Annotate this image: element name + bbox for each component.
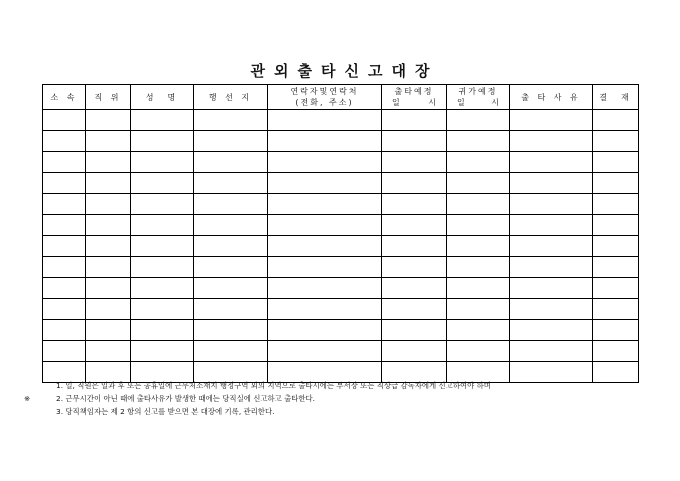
cell-dept[interactable] xyxy=(43,257,86,278)
cell-dept[interactable] xyxy=(43,299,86,320)
cell-reason[interactable] xyxy=(510,341,593,362)
cell-departure[interactable] xyxy=(382,299,447,320)
cell-position[interactable] xyxy=(86,299,131,320)
cell-dept[interactable] xyxy=(43,278,86,299)
cell-departure[interactable] xyxy=(382,194,447,215)
outing-report-table xyxy=(42,84,639,383)
table-row xyxy=(43,173,639,194)
cell-dept[interactable] xyxy=(43,152,86,173)
cell-position[interactable] xyxy=(86,173,131,194)
cell-return[interactable] xyxy=(447,299,510,320)
cell-departure[interactable] xyxy=(382,152,447,173)
note-item: 1. 일, 직원은 일과 후 또는 공휴일에 근무처소재지 행정구역 외의 지역으로 출타시에는 부서장 또는 직상급 감독자에게 신고하여야 하며 xyxy=(56,381,491,390)
cell-departure[interactable] xyxy=(382,320,447,341)
cell-approval[interactable] xyxy=(593,110,639,131)
cell-dept[interactable] xyxy=(43,110,86,131)
cell-reason[interactable] xyxy=(510,173,593,194)
cell-position[interactable] xyxy=(86,194,131,215)
cell-approval[interactable] xyxy=(593,320,639,341)
cell-name[interactable] xyxy=(131,236,194,257)
header-approval: 결 재 xyxy=(593,85,639,110)
cell-contact[interactable] xyxy=(268,299,382,320)
header-row xyxy=(43,85,639,110)
cell-contact[interactable] xyxy=(268,110,382,131)
cell-approval[interactable] xyxy=(593,341,639,362)
table-row xyxy=(43,299,639,320)
cell-destination[interactable] xyxy=(194,278,268,299)
cell-position[interactable] xyxy=(86,341,131,362)
cell-departure[interactable] xyxy=(382,278,447,299)
cell-reason[interactable] xyxy=(510,194,593,215)
cell-reason[interactable] xyxy=(510,215,593,236)
cell-destination[interactable] xyxy=(194,299,268,320)
cell-dept[interactable] xyxy=(43,320,86,341)
table-row xyxy=(43,257,639,278)
cell-destination[interactable] xyxy=(194,194,268,215)
cell-destination[interactable] xyxy=(194,257,268,278)
cell-dept[interactable] xyxy=(43,173,86,194)
cell-departure[interactable] xyxy=(382,341,447,362)
header-position: 직 위 xyxy=(86,85,131,110)
cell-departure[interactable] xyxy=(382,131,447,152)
cell-position[interactable] xyxy=(86,257,131,278)
cell-position[interactable] xyxy=(86,152,131,173)
cell-contact[interactable] xyxy=(268,194,382,215)
cell-name[interactable] xyxy=(131,320,194,341)
cell-approval[interactable] xyxy=(593,278,639,299)
note-item: ※ 2. 근무시간이 아닌 때에 출타사유가 발생한 때에는 당직실에 신고하고 출타한다. xyxy=(24,394,316,403)
cell-return[interactable] xyxy=(447,110,510,131)
table-row xyxy=(43,278,639,299)
table-row xyxy=(43,215,639,236)
cell-reason[interactable] xyxy=(510,131,593,152)
cell-position[interactable] xyxy=(86,131,131,152)
cell-name[interactable] xyxy=(131,341,194,362)
table-row xyxy=(43,194,639,215)
cell-reason[interactable] xyxy=(510,152,593,173)
table-body xyxy=(43,110,639,383)
cell-return[interactable] xyxy=(447,236,510,257)
table-row xyxy=(43,110,639,131)
cell-contact[interactable] xyxy=(268,131,382,152)
table-row xyxy=(43,320,639,341)
cell-position[interactable] xyxy=(86,215,131,236)
cell-destination[interactable] xyxy=(194,341,268,362)
form-title: 관외출타신고대장 xyxy=(250,62,439,80)
cell-name[interactable] xyxy=(131,131,194,152)
header-return: 귀가예정 일 시 xyxy=(447,85,510,110)
cell-contact[interactable] xyxy=(268,257,382,278)
cell-approval[interactable] xyxy=(593,173,639,194)
cell-destination[interactable] xyxy=(194,152,268,173)
header-name: 성 명 xyxy=(131,85,194,110)
cell-name[interactable] xyxy=(131,215,194,236)
cell-return[interactable] xyxy=(447,131,510,152)
cell-name[interactable] xyxy=(131,173,194,194)
header-contact: 연락자및연락처 (전화, 주소) xyxy=(268,85,382,110)
cell-reason[interactable] xyxy=(510,299,593,320)
cell-position[interactable] xyxy=(86,320,131,341)
header-destination: 행 선 지 xyxy=(194,85,268,110)
cell-contact[interactable] xyxy=(268,215,382,236)
cell-return[interactable] xyxy=(447,173,510,194)
cell-dept[interactable] xyxy=(43,236,86,257)
cell-return[interactable] xyxy=(447,152,510,173)
cell-departure[interactable] xyxy=(382,236,447,257)
table-row xyxy=(43,131,639,152)
cell-destination[interactable] xyxy=(194,110,268,131)
cell-dept[interactable] xyxy=(43,215,86,236)
cell-name[interactable] xyxy=(131,257,194,278)
cell-departure[interactable] xyxy=(382,173,447,194)
cell-name[interactable] xyxy=(131,278,194,299)
cell-approval[interactable] xyxy=(593,236,639,257)
cell-reason[interactable] xyxy=(510,320,593,341)
cell-return[interactable] xyxy=(447,215,510,236)
cell-departure[interactable] xyxy=(382,257,447,278)
cell-reason[interactable] xyxy=(510,278,593,299)
cell-name[interactable] xyxy=(131,299,194,320)
cell-position[interactable] xyxy=(86,278,131,299)
cell-destination[interactable] xyxy=(194,215,268,236)
note-item: 3. 당직책임자는 제 2 항의 신고를 받으면 본 대장에 기록, 관리한다. xyxy=(56,407,275,416)
cell-dept[interactable] xyxy=(43,341,86,362)
cell-position[interactable] xyxy=(86,110,131,131)
cell-destination[interactable] xyxy=(194,131,268,152)
cell-reason[interactable] xyxy=(510,110,593,131)
cell-return[interactable] xyxy=(447,320,510,341)
cell-return[interactable] xyxy=(447,194,510,215)
cell-name[interactable] xyxy=(131,152,194,173)
cell-return[interactable] xyxy=(447,341,510,362)
cell-position[interactable] xyxy=(86,236,131,257)
cell-approval[interactable] xyxy=(593,299,639,320)
cell-departure[interactable] xyxy=(382,215,447,236)
header-dept: 소 속 xyxy=(43,85,86,110)
cell-reason[interactable] xyxy=(510,236,593,257)
cell-destination[interactable] xyxy=(194,236,268,257)
cell-dept[interactable] xyxy=(43,194,86,215)
cell-reason[interactable] xyxy=(510,257,593,278)
cell-contact[interactable] xyxy=(268,320,382,341)
cell-contact[interactable] xyxy=(268,173,382,194)
table-row xyxy=(43,341,639,362)
cell-dept[interactable] xyxy=(43,131,86,152)
cell-approval[interactable] xyxy=(593,152,639,173)
cell-name[interactable] xyxy=(131,110,194,131)
cell-destination[interactable] xyxy=(194,173,268,194)
table-row xyxy=(43,152,639,173)
cell-departure[interactable] xyxy=(382,110,447,131)
cell-return[interactable] xyxy=(447,257,510,278)
cell-approval[interactable] xyxy=(593,131,639,152)
cell-contact[interactable] xyxy=(268,152,382,173)
notes-section xyxy=(24,379,642,418)
header-departure: 출타예정 일 시 xyxy=(382,85,447,110)
table-row xyxy=(43,236,639,257)
header-reason: 출 타 사 유 xyxy=(510,85,593,110)
reference-mark: ※ xyxy=(24,394,31,403)
cell-destination[interactable] xyxy=(194,320,268,341)
cell-approval[interactable] xyxy=(593,257,639,278)
cell-approval[interactable] xyxy=(593,215,639,236)
cell-contact[interactable] xyxy=(268,341,382,362)
cell-name[interactable] xyxy=(131,194,194,215)
cell-return[interactable] xyxy=(447,278,510,299)
cell-contact[interactable] xyxy=(268,236,382,257)
cell-contact[interactable] xyxy=(268,278,382,299)
cell-approval[interactable] xyxy=(593,194,639,215)
